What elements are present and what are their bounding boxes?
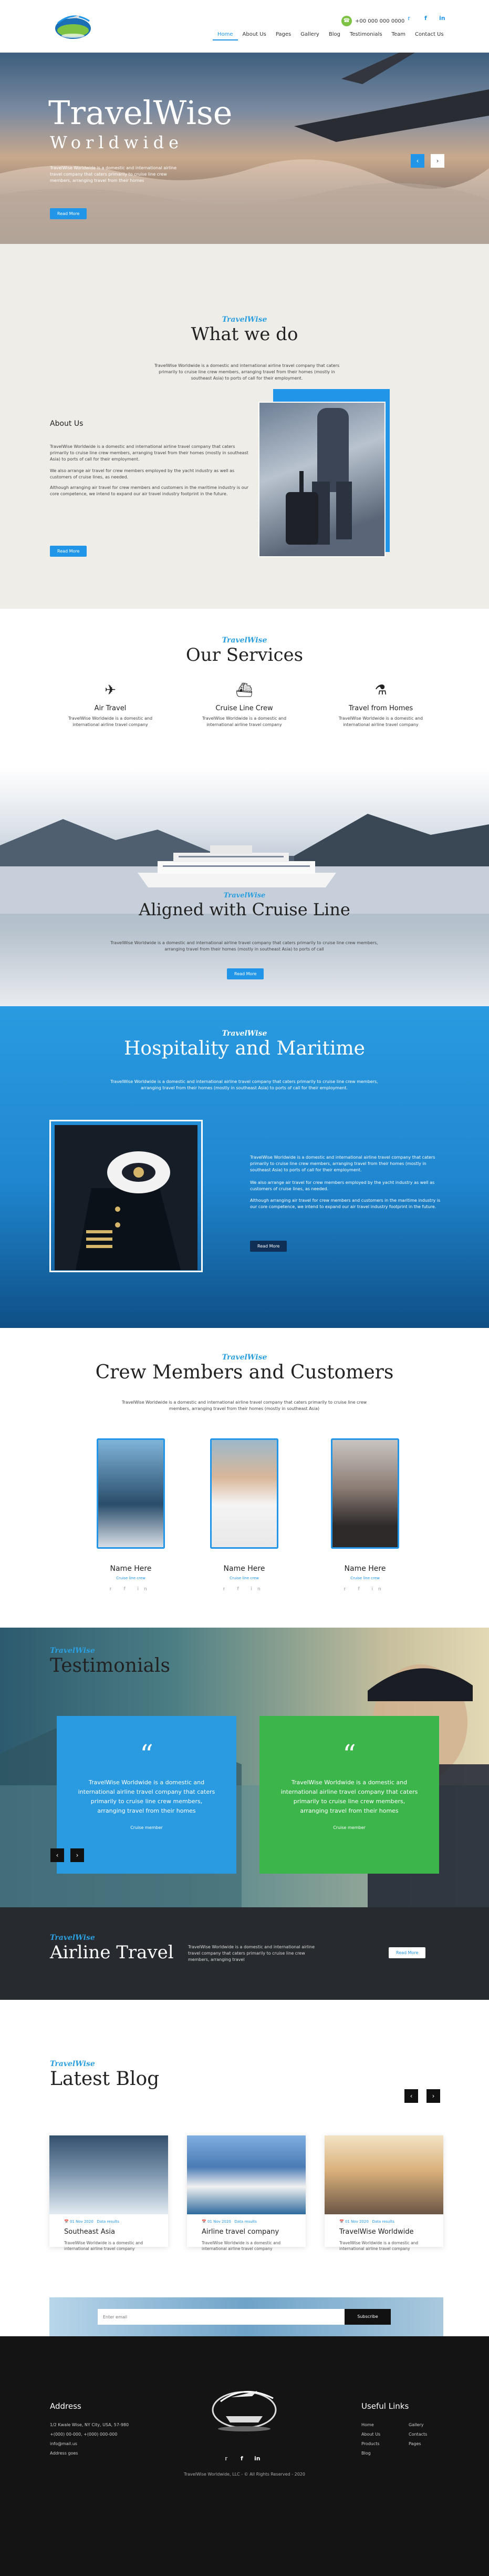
hero-section (0, 53, 489, 244)
service-name: Travel from Homes (348, 704, 413, 712)
blog-post-title[interactable]: TravelWise Worldwide (339, 2228, 414, 2236)
service-text: TravelWise Worldwide is a domestic and international airline travel company (202, 716, 287, 727)
blog-post-date: 01 Nov 2020 (207, 2220, 231, 2224)
footer-address-line: Address goes (50, 2451, 78, 2456)
what-we-do-section (0, 244, 489, 609)
footer-link-pages[interactable]: Pages (409, 2441, 421, 2446)
service-text: TravelWise Worldwide is a domestic and international airline travel company (338, 716, 423, 727)
section-title: Airline Travel (50, 1942, 174, 1963)
section-script-label: TravelWise (50, 1647, 95, 1655)
brand-logo[interactable] (50, 7, 96, 42)
testimonial-author: Cruise member (333, 1825, 366, 1830)
twitter-icon[interactable]: 𝕣 (408, 15, 411, 22)
blog-post-card[interactable] (325, 2135, 443, 2251)
testimonial-author: Cruise member (130, 1825, 163, 1830)
about-paragraph-3: Although arranging air travel for crew members and customers in the maritime industry is our core competence, we intend to expand our air travel industry footprint in the future. (50, 485, 248, 496)
section-script-label: TravelWise (222, 1353, 267, 1362)
hospitality-read-more-button[interactable]: Read More (250, 1241, 287, 1252)
captain-uniform-photo (55, 1125, 197, 1270)
hospitality-paragraph-3: Although arranging air travel for crew members and customers in the maritime industry is our core competence, we intend to expand our air travel industry footprint in the future. (250, 1198, 441, 1209)
crew-role: Cruise line crew (230, 1576, 259, 1580)
airplane-icon: ✈ (105, 682, 116, 698)
blog-post-excerpt: TravelWise Worldwide is a domestic and international airline travel company (64, 2241, 143, 2251)
nav-home[interactable]: Home (213, 32, 238, 40)
nav-gallery[interactable]: Gallery (300, 32, 319, 37)
footer-address-title: Address (50, 2401, 81, 2411)
footer-address-line: 1/2 Kwale Wise, NY City, USA, 57-980 (50, 2422, 129, 2427)
crew-role: Cruise line crew (116, 1576, 145, 1580)
footer-links-title: Useful Links (361, 2401, 409, 2411)
service-text: TravelWise Worldwide is a domestic and international airline travel company (68, 716, 153, 727)
hospitality-paragraph-2: We also arrange air travel for crew members employed by the yacht industry as well as customers of cruise lines, as needed. (250, 1180, 435, 1191)
about-paragraph-2: We also arrange air travel for crew members employed by the yacht industry as well as customers of cruise lines, as needed. (50, 468, 235, 479)
nav-about-us[interactable]: About Us (242, 32, 266, 37)
nav-testimonials[interactable]: Testimonials (349, 32, 382, 37)
crew-card[interactable] (326, 1438, 404, 1592)
airline-travel-banner (0, 1907, 489, 2000)
service-travel-from-homes[interactable] (331, 682, 431, 728)
helicopter-icon: ⚗ (374, 682, 387, 698)
testimonials-section (0, 1628, 489, 1907)
linkedin-icon[interactable]: in (439, 15, 445, 22)
site-header (0, 0, 489, 53)
footer-link-about-us[interactable]: About Us (361, 2432, 381, 2437)
crew-photo (331, 1438, 399, 1549)
testimonials-prev-arrow-icon[interactable]: ‹ (50, 1848, 64, 1862)
main-nav (213, 32, 449, 40)
footer-email-line[interactable]: info@mail.us (50, 2441, 77, 2446)
aligned-read-more-button[interactable]: Read More (227, 968, 264, 979)
section-title: Our Services (185, 645, 304, 666)
testimonial-text: TravelWise Worldwide is a domestic and international airline travel company that caters primarily to cruise line crew members, arranging travel from their homes (280, 1779, 418, 1814)
blog-post-excerpt: TravelWise Worldwide is a domestic and international airline travel company (339, 2241, 419, 2251)
blog-post-image (325, 2135, 443, 2214)
aligned-title: Aligned with Cruise Line (139, 899, 350, 919)
hero-prev-arrow-icon[interactable]: ‹ (411, 154, 424, 168)
blog-next-arrow-icon[interactable]: › (426, 2089, 440, 2103)
section-script-label: TravelWise (222, 315, 267, 324)
footer-link-contacts[interactable]: Contacts (409, 2432, 428, 2437)
testimonial-card (259, 1716, 439, 1874)
blog-post-meta: 📅 01 Nov 2020 Data results (339, 2220, 394, 2224)
linkedin-icon[interactable]: in (254, 2455, 261, 2462)
hero-read-more-button[interactable]: Read More (50, 208, 87, 219)
service-name: Cruise Line Crew (215, 704, 273, 712)
about-read-more-button[interactable]: Read More (50, 546, 87, 557)
footer-phone-line: +(000) 00-000, +(000) 000-000 (50, 2432, 118, 2437)
subscribe-button[interactable]: Subscribe (345, 2309, 391, 2325)
hero-text: TravelWise Worldwide is a domestic and international airline travel company that caters primarily to cruise line crew members, arranging travel from their homes (50, 166, 177, 183)
traveler-luggage-photo (258, 402, 386, 557)
crew-social-icons[interactable]: 𝕣 f in (344, 1587, 387, 1592)
footer-link-products[interactable]: Products (361, 2441, 380, 2446)
section-script-label: TravelWise (50, 1934, 95, 1942)
crew-section (0, 1328, 489, 1628)
crew-role: Cruise line crew (350, 1576, 380, 1580)
about-paragraph-1: TravelWise Worldwide is a domestic and international airline travel company that caters primarily to cruise line crew members, arranging travel from their homes (mostly in southeast Asia) to ports of call for their employment. (50, 444, 248, 462)
facebook-icon[interactable]: f (424, 15, 427, 22)
crew-photo (97, 1438, 165, 1549)
crew-name: Name Here (344, 1565, 386, 1573)
hero-subtitle: Worldwide (50, 132, 184, 152)
blog-post-card[interactable] (49, 2135, 168, 2251)
crew-social-icons[interactable]: 𝕣 f in (223, 1587, 266, 1592)
section-script-label: TravelWise (223, 892, 266, 899)
section-title: Hospitality and Maritime (124, 1038, 365, 1059)
hero-title: TravelWise (48, 94, 233, 132)
footer-links-col-2 (409, 2420, 427, 2449)
blog-post-title[interactable]: Airline travel company (202, 2228, 279, 2236)
section-script-label: TravelWise (50, 2060, 95, 2068)
blog-prev-arrow-icon[interactable]: ‹ (404, 2089, 418, 2103)
crew-card[interactable] (205, 1438, 284, 1592)
blog-post-image (49, 2135, 168, 2214)
footer-logo[interactable] (200, 2378, 289, 2436)
blog-post-meta: 📅 01 Nov 2020 Data results (202, 2220, 257, 2224)
hospitality-paragraph-1: TravelWise Worldwide is a domestic and international airline travel company that caters primarily to cruise line crew members, arranging travel from their homes (mostly in southeast Asia) to ports of call for their employment. (250, 1155, 435, 1172)
crew-card[interactable] (91, 1438, 170, 1592)
service-name: Air Travel (94, 704, 127, 712)
services-section (0, 609, 489, 1006)
section-intro: TravelWise Worldwide is a domestic and international airline travel company that caters primarily to cruise line crew members, arranging travel from their homes (mostly in southeast Asia) to ports of call for their employment. (110, 1079, 378, 1090)
ship-icon: ⛴ (235, 682, 253, 698)
crew-social-icons[interactable]: 𝕣 f in (109, 1587, 152, 1592)
section-title: Testimonials (50, 1655, 170, 1677)
facebook-icon[interactable]: f (241, 2455, 243, 2462)
quote-icon: “ (140, 1739, 153, 1770)
newsletter-email-input[interactable] (98, 2309, 345, 2325)
blog-post-title[interactable]: Southeast Asia (64, 2228, 115, 2236)
phone-number: +00 000 000 0000 (355, 18, 405, 24)
blog-post-tag[interactable]: Data results (234, 2220, 257, 2224)
blog-post-image (187, 2135, 306, 2214)
blog-post-card[interactable] (187, 2135, 306, 2251)
footer-copyright: TravelWise Worldwide, LLC - © All Rights Reserved - 2020 (184, 2472, 305, 2477)
crew-photo (210, 1438, 278, 1549)
testimonial-text: TravelWise Worldwide is a domestic and international airline travel company that caters primarily to cruise line crew members, arranging travel from their homes (78, 1779, 215, 1814)
section-title: Crew Members and Customers (95, 1362, 394, 1383)
airline-text: TravelWise Worldwide is a domestic and international airline travel company that caters primarily to cruise line crew members, arranging travel (188, 1945, 315, 1962)
crew-name: Name Here (223, 1565, 265, 1573)
section-script-label: TravelWise (222, 636, 267, 645)
blog-post-date: 01 Nov 2020 (345, 2220, 369, 2224)
crew-name: Name Here (110, 1565, 152, 1573)
section-title: Latest Blog (50, 2068, 160, 2090)
phone-contact[interactable] (341, 16, 404, 26)
aligned-text: TravelWise Worldwide is a domestic and international airline travel company that caters primarily to cruise line crew members, arranging travel from their homes (mostly in southeast Asia) to ports of call (110, 941, 378, 952)
site-footer (0, 2336, 489, 2576)
twitter-icon[interactable]: 𝕣 (225, 2455, 228, 2462)
hospitality-section (0, 1006, 489, 1328)
blog-section (0, 2000, 489, 2292)
section-intro: TravelWise Worldwide is a domestic and international airline travel company that caters primarily to cruise line crew members, arranging travel from their homes (mostly in southeast Asia) to ports of call for their employment. (154, 363, 340, 381)
blog-post-tag[interactable]: Data results (97, 2220, 119, 2224)
blog-post-date: 01 Nov 2020 (69, 2220, 93, 2224)
testimonials-next-arrow-icon[interactable]: › (70, 1848, 84, 1862)
service-air-travel[interactable] (60, 682, 160, 728)
blog-post-tag[interactable]: Data results (372, 2220, 394, 2224)
quote-icon: “ (342, 1739, 356, 1770)
nav-team[interactable]: Team (391, 32, 405, 37)
blog-post-meta: 📅 01 Nov 2020 Data results (64, 2220, 119, 2224)
nav-pages[interactable]: Pages (275, 32, 292, 37)
section-script-label: TravelWise (222, 1029, 267, 1038)
section-intro: TravelWise Worldwide is a domestic and international airline travel company that caters primarily to cruise line crew members, arranging travel from their homes (mostly in southeast Asia) (121, 1400, 367, 1411)
nav-blog[interactable]: Blog (328, 32, 340, 37)
newsletter-section (0, 2292, 489, 2336)
footer-links-col-1 (361, 2420, 380, 2458)
about-us-title: About Us (50, 420, 84, 428)
section-title: What we do (191, 324, 298, 345)
nav-contact-us[interactable]: Contact Us (414, 32, 444, 37)
airline-read-more-button[interactable]: Read More (389, 1947, 425, 1958)
blog-post-excerpt: TravelWise Worldwide is a domestic and international airline travel company (202, 2241, 281, 2251)
footer-link-gallery[interactable]: Gallery (409, 2422, 424, 2427)
service-cruise-line-crew[interactable] (194, 682, 294, 728)
phone-icon: ☎ (341, 16, 352, 26)
footer-link-home[interactable]: Home (361, 2422, 374, 2427)
footer-link-blog[interactable]: Blog (361, 2451, 371, 2456)
hero-next-arrow-icon[interactable]: › (431, 154, 444, 168)
footer-address-block (50, 2420, 129, 2458)
